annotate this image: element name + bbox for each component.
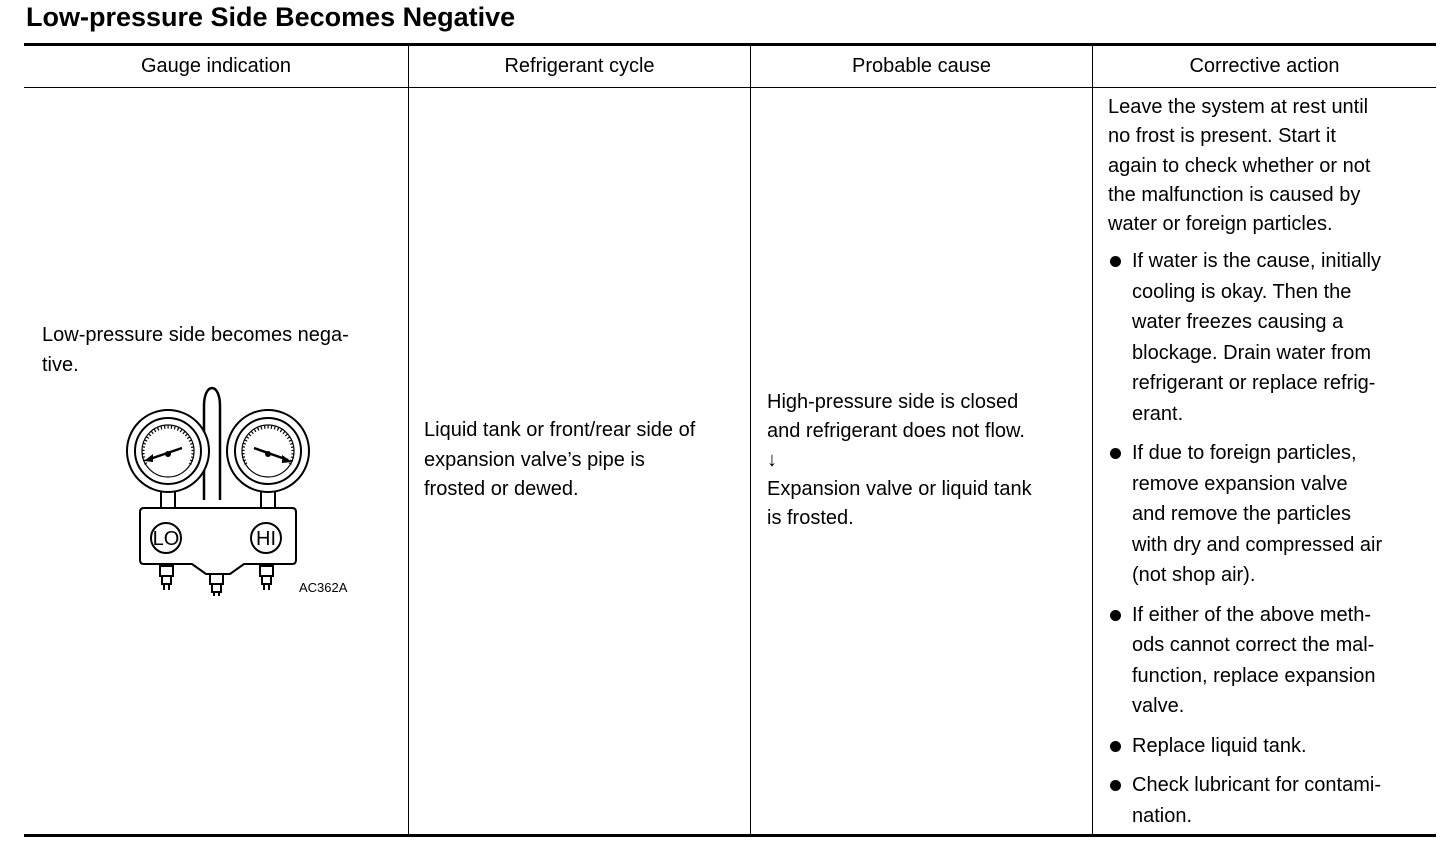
bullet-icon: [1110, 610, 1121, 621]
refrigerant-cycle-text: Liquid tank or front/rear side of expansion valve’s pipe is frosted or dewed.: [424, 419, 696, 500]
header-corrective-action: Corrective action: [1189, 55, 1340, 77]
list-item: Replace liquid tank.: [1108, 731, 1434, 762]
column-divider: [750, 46, 751, 834]
lo-gauge: [127, 410, 209, 492]
hi-gauge: [227, 410, 309, 492]
bullet-icon: [1110, 448, 1121, 459]
bullet-icon: [1110, 741, 1121, 752]
header-gauge-indication: Gauge indication: [140, 55, 292, 77]
list-item: If either of the above meth- ods cannot correct the mal- function, replace expansion valve.: [1108, 600, 1434, 722]
down-arrow: ↓: [767, 449, 777, 471]
corrective-action-intro: Leave the system at rest until no frost is present. Start it again to check whether or not the malfunction is caused by water or foreign particles.: [1108, 96, 1371, 236]
lo-label: LO: [152, 528, 180, 550]
bullet-icon: [1110, 256, 1121, 267]
column-divider: [408, 46, 409, 834]
list-item: Check lubricant for contami- nation.: [1108, 770, 1434, 831]
table-header-rule: [24, 87, 1436, 88]
header-probable-cause: Probable cause: [852, 55, 991, 77]
gauge-indication-text: Low-pressure side becomes nega- tive.: [42, 324, 349, 376]
page-title: Low-pressure Side Becomes Negative: [26, 2, 516, 32]
probable-cause-text: High-pressure side is closed and refrigerant does not flow. ↓ Expansion valve or liquid tank is frosted.: [767, 391, 1032, 529]
column-divider: [1092, 46, 1093, 834]
bullet-icon: [1110, 780, 1121, 791]
manifold-gauge-figure: [120, 384, 320, 598]
hi-label: HI: [256, 528, 276, 550]
list-item: If water is the cause, initially cooling is okay. Then the water freezes causing a blockage. Drain water from refrigerant or replace refrig- erant.: [1108, 246, 1434, 429]
corrective-action-list: [1108, 246, 1434, 840]
figure-code: AC362A: [299, 580, 348, 595]
header-refrigerant-cycle: Refrigerant cycle: [504, 55, 655, 77]
list-item: If due to foreign particles, remove expansion valve and remove the particles with dry and compressed air (not shop air).: [1108, 438, 1434, 591]
